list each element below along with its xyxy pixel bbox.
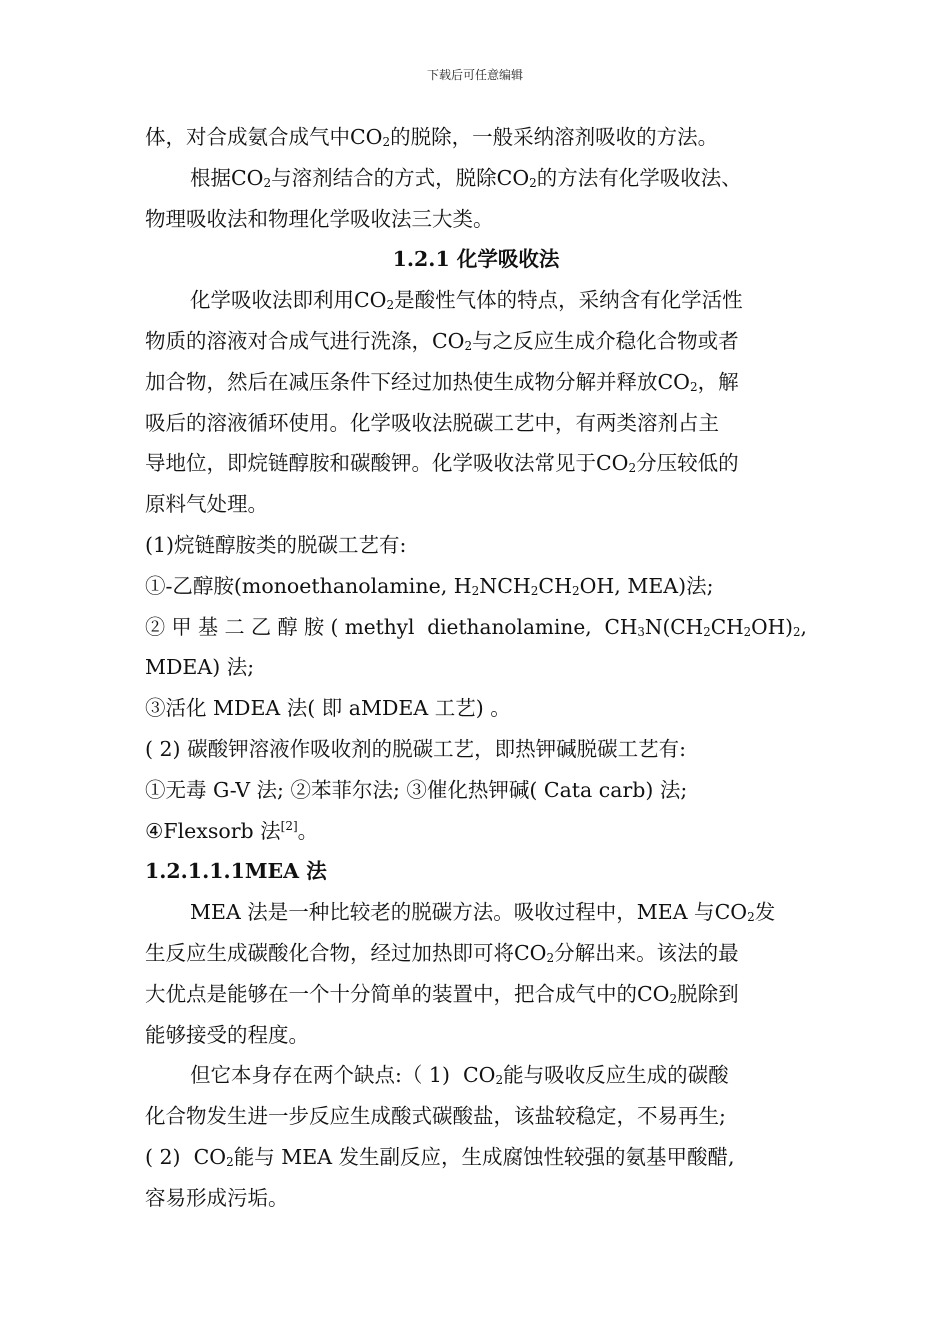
- text-span: 的脱除，一般采纳溶剂吸收的方法。: [390, 125, 719, 149]
- subscript: 2: [495, 1073, 504, 1088]
- formula-span: CO: [231, 165, 264, 190]
- subscript: 2: [530, 583, 539, 598]
- formula-span: CO: [193, 1144, 227, 1169]
- text-span: 导地位，即烷链醇胺和碳酸钾。化学吸收法常见于: [145, 451, 596, 476]
- text-span: 。: [297, 818, 319, 843]
- subscript: 2: [471, 583, 480, 598]
- paragraph-line: [145, 974, 807, 1015]
- list-item: [145, 607, 807, 648]
- text-span: ,: [800, 614, 807, 639]
- text-span: 发: [754, 900, 776, 925]
- text-span: 大优点是能够在一个十分简单的装置中，把合成气中的: [145, 981, 637, 1006]
- paragraph-line: [145, 158, 807, 199]
- paragraph-line: [145, 321, 807, 362]
- text-span: 体，对合成氨合成气中: [145, 125, 350, 149]
- section-heading: 1.2.1 化学吸收法: [392, 247, 560, 272]
- paragraph-line: 化合物发生进一步反应生成酸式碳酸盐，该盐较稳定，不易再生;: [145, 1104, 726, 1129]
- formula-span: CO: [496, 165, 530, 190]
- text-span: 能与吸收反应生成的碳酸: [503, 1063, 729, 1088]
- list-title: ( 2) 碳酸钾溶液作吸收剂的脱碳工艺，即热钾碱脱碳工艺有:: [145, 736, 686, 761]
- list-item: ③活化 MDEA 法( 即 aMDEA 工艺) 。: [145, 696, 511, 721]
- paragraph-line: [145, 362, 807, 403]
- subscript: 2: [743, 624, 752, 639]
- text-span: ④Flexsorb 法: [145, 818, 281, 843]
- text-span: CH: [710, 614, 744, 639]
- text-span: 脱除到: [677, 981, 739, 1006]
- text-span: 分解出来。该法的最: [554, 940, 739, 965]
- paragraph-line: [145, 443, 807, 484]
- subscript: 2: [226, 1154, 234, 1169]
- text-span: OH): [751, 614, 793, 639]
- list-title: (1)烷链醇胺类的脱碳工艺有:: [145, 532, 407, 557]
- text-span: OH, MEA)法;: [579, 573, 714, 598]
- formula-span: CO: [514, 940, 547, 965]
- list-item-continuation: MDEA) 法;: [145, 655, 255, 680]
- subscript: 2: [571, 583, 580, 598]
- subscript: 2: [669, 991, 678, 1006]
- text-span: MEA 法是一种比较老的脱碳方法。吸收过程中，MEA 与: [190, 900, 715, 925]
- paragraph-line: [145, 933, 807, 974]
- formula-span: CO: [432, 328, 465, 353]
- subscript: 2: [690, 379, 698, 394]
- text-span: 物质的溶液对合成气进行洗涤，: [145, 328, 432, 353]
- formula-span: CO: [714, 900, 748, 925]
- citation-ref: [2]: [280, 818, 298, 833]
- list-item: [145, 566, 807, 607]
- text-span: N(CH: [644, 614, 704, 639]
- text-span: 是酸性气体的特点，采纳含有化学活性: [394, 288, 743, 313]
- paragraph-line: [145, 280, 807, 321]
- list-item: [145, 811, 807, 852]
- page-header: 下载后可任意编辑: [426, 68, 523, 82]
- formula-span: CO: [463, 1063, 496, 1088]
- list-item: ①无毒 G-V 法; ②苯菲尔法; ③催化热钾碱( Cata carb) 法;: [145, 777, 688, 802]
- formula-span: CO: [354, 288, 387, 313]
- text-span: ①-乙醇胺(monoethanolamine, H: [145, 573, 472, 598]
- text-span: NCH: [479, 573, 531, 598]
- subscript: 2: [747, 910, 755, 925]
- paragraph-line: 能够接受的程度。: [145, 1022, 309, 1047]
- subscript: 2: [628, 461, 637, 476]
- paragraph-line: 物理吸收法和物理化学吸收法三大类。: [145, 206, 494, 231]
- paragraph-line: 容易形成污垢。: [145, 1185, 289, 1210]
- text-span: 分压较低的: [636, 451, 739, 476]
- text-span: 生反应生成碳酸化合物，经过加热即可将: [145, 940, 514, 965]
- paragraph-line: [145, 892, 807, 933]
- formula-span: CO: [637, 981, 670, 1006]
- text-span: ，解: [697, 369, 739, 394]
- paragraph-line: [145, 1137, 807, 1178]
- text-span: ② 甲 基 二 乙 醇 胺 ( methyl diethanolamine, CH: [145, 614, 638, 639]
- text-span: 化学吸收法即利用: [190, 288, 354, 313]
- text-span: 与溶剂结合的方式，脱除: [271, 165, 497, 190]
- subscript: 2: [263, 175, 272, 190]
- paragraph-line: [145, 1055, 807, 1096]
- paragraph-line: [145, 117, 807, 158]
- text-span: CH: [538, 573, 572, 598]
- paragraph-line: 原料气处理。: [145, 492, 268, 517]
- text-span: 与之反应生成介稳化合物或者: [472, 328, 739, 353]
- text-span: 加合物，然后在减压条件下经过加热使生成物分解并释放: [145, 369, 658, 394]
- text-span: 但它本身存在两个缺点:（ 1): [190, 1063, 463, 1088]
- text-span: 根据: [190, 165, 231, 190]
- text-span: 的方法有化学吸收法、: [536, 165, 742, 190]
- subscript: 3: [637, 624, 645, 639]
- formula-span: CO: [657, 369, 690, 394]
- document-body: [145, 117, 807, 1219]
- subscript: 2: [382, 135, 391, 149]
- text-span: 能与 MEA 发生副反应，生成腐蚀性较强的氨基甲酸醋,: [233, 1144, 735, 1169]
- subscript: 2: [703, 624, 711, 639]
- formula-span: CO: [596, 451, 629, 476]
- text-span: ( 2): [145, 1144, 194, 1169]
- subsection-heading: 1.2.1.1.1MEA 法: [145, 859, 327, 884]
- formula-span: CO: [350, 125, 383, 149]
- subscript: 2: [386, 298, 395, 313]
- subscript: 2: [464, 338, 473, 353]
- paragraph-line: 吸后的溶液循环使用。化学吸收法脱碳工艺中，有两类溶剂占主: [145, 410, 719, 435]
- subscript: 2: [546, 950, 555, 965]
- subscript: 2: [792, 624, 801, 639]
- subscript: 2: [529, 175, 537, 190]
